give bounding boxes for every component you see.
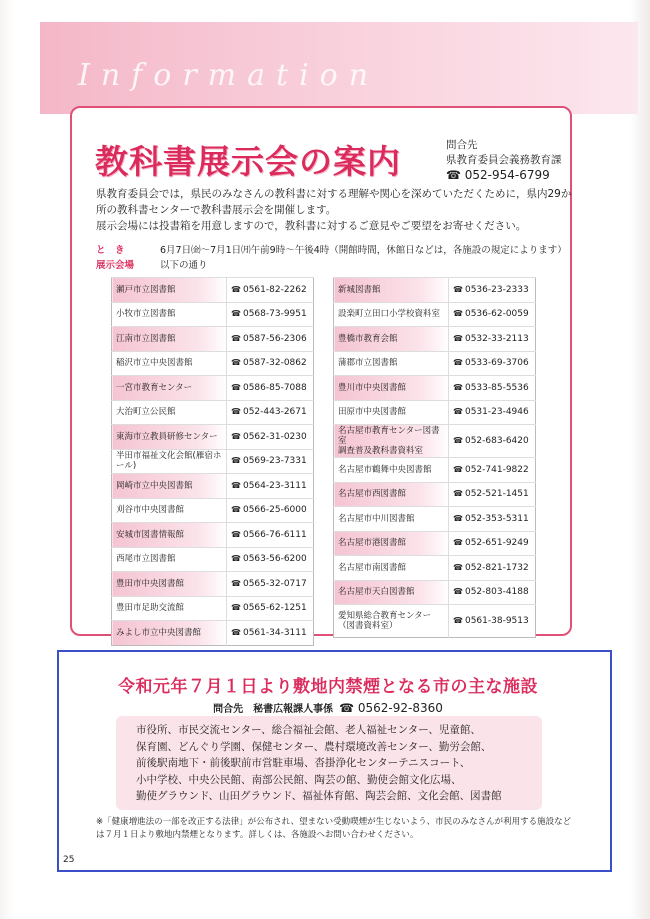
- venue-tel: [227, 523, 314, 548]
- venue-table-left: [111, 277, 314, 646]
- venue-name-text: 名古屋市中川図書館: [338, 513, 415, 524]
- venue-name-text: 東海市立教員研修センター: [116, 431, 218, 442]
- venue-tel: [449, 425, 536, 458]
- venue-tel: [227, 425, 314, 450]
- venue-name: [112, 498, 227, 523]
- venue-tel: [227, 474, 314, 499]
- venue-row: [334, 278, 536, 303]
- phone-icon: ☎: [453, 309, 463, 319]
- smoke-contact-label: 問合先 秘書広報課人事係: [213, 704, 334, 715]
- venue-name: [112, 449, 227, 474]
- phone-icon: ☎: [231, 456, 241, 466]
- venue-name-text: 名古屋市南図書館: [338, 562, 407, 573]
- facility-line: 前後駅南地下・前後駅前市営駐車場、沓掛浄化センターテニスコート、: [136, 757, 471, 769]
- contact-dept: 県教育委員会義務教育課: [446, 154, 562, 166]
- phone-icon: ☎: [231, 529, 241, 539]
- venue-tel: [449, 556, 536, 581]
- schedule-venue-row: [96, 257, 208, 271]
- smoke-free-title: 令和元年７月１日より敷地内禁煙となる市の主な施設: [118, 677, 538, 697]
- phone-icon: ☎: [231, 554, 241, 564]
- venue-tel-number: 0531-23-4946: [464, 407, 529, 418]
- venue-row: [112, 425, 314, 450]
- venue-name-text: 岡崎市立中央図書館: [116, 480, 193, 491]
- venue-name-text: 豊橋市教育会館: [338, 333, 398, 344]
- venue-tel-number: 0565-62-1251: [242, 603, 307, 614]
- venue-tel: [227, 621, 314, 646]
- banner-word: Information: [78, 58, 380, 93]
- venue-name: [112, 327, 227, 352]
- venue-tel: [449, 376, 536, 401]
- venue-name: [334, 351, 449, 376]
- venue-name-text: 豊川市中央図書館: [338, 382, 407, 393]
- venue-tel: [227, 596, 314, 621]
- venue-row: [334, 531, 536, 556]
- venue-name-text: 田原市中央図書館: [338, 407, 407, 418]
- facility-line: 市役所、市民交流センター、総合福祉会館、老人福祉センター、児童館、: [136, 724, 481, 736]
- venue-name-text: 名古屋市西図書館: [338, 489, 407, 500]
- venue-name: [334, 425, 449, 458]
- venue-name-text: 蒲郡市立図書館: [338, 358, 398, 369]
- exhibition-contact: [446, 138, 562, 183]
- venue-row: [112, 327, 314, 352]
- venue-row: [112, 400, 314, 425]
- venue-name-text: 刈谷市中央図書館: [116, 505, 185, 516]
- venue-name-sub: （図書資料室）: [338, 621, 398, 631]
- venue-row: [112, 278, 314, 303]
- smoke-free-note: ※「健康増進法の一部を改正する法律」が公布され、望まない受動喫煙が生じないよう、市民のみなさんが利用する施設などは７月１日より敷地内禁煙となります。詳しくは、各施設へお問い合わせください。: [96, 817, 572, 840]
- smoke-free-contact: [86, 700, 570, 715]
- venue-tel: [227, 547, 314, 572]
- venue-tel-number: 052-821-1732: [464, 562, 529, 573]
- venue-row: [112, 523, 314, 548]
- facility-line: 勤使グラウンド、山田グラウンド、福祉体育館、陶芸会館、文化会館、図書館: [136, 790, 502, 802]
- venue-row: [334, 580, 536, 605]
- venue-tel-number: 052-443-2671: [242, 407, 307, 418]
- phone-icon: ☎: [453, 587, 463, 597]
- venue-tel-number: 052-651-9249: [464, 538, 529, 549]
- venue-name-text: 瀬戸市立図書館: [116, 284, 176, 295]
- venue-name-text: みよし市立中央図書館: [116, 627, 202, 638]
- venue-tel-number: 0566-76-6111: [242, 529, 307, 540]
- contact-tel-number: 052-954-6799: [464, 168, 550, 182]
- venue-tel-number: 0564-23-3111: [242, 480, 307, 491]
- venue-row: [334, 458, 536, 483]
- venue-name-text: 稲沢市立中央図書館: [116, 358, 193, 369]
- venue-tel-number: 0586-85-7088: [242, 382, 307, 393]
- venue-tel: [227, 449, 314, 474]
- venue-tel-number: 052-353-5311: [464, 513, 529, 524]
- venue-name: [112, 547, 227, 572]
- venue-tel: [449, 482, 536, 507]
- venue-tel: [227, 278, 314, 303]
- venue-tel-number: 0566-25-6000: [242, 505, 307, 516]
- venue-name-text: 名古屋市教育センター図書室: [338, 426, 440, 446]
- venue-tel-number: 0565-32-0717: [242, 578, 307, 589]
- venue-text: 以下の通り: [160, 260, 208, 271]
- venue-name-text: 豊田市中央図書館: [116, 578, 185, 589]
- venue-row: [334, 507, 536, 532]
- venue-tel: [449, 278, 536, 303]
- venue-name: [112, 474, 227, 499]
- venue-tel-number: 052-521-1451: [464, 489, 529, 500]
- venue-name: [334, 507, 449, 532]
- intro-paragraph-2: 展示会場には投書箱を用意しますので，教科書に対するご意見やご要望をお寄せください。: [96, 220, 527, 232]
- venue-name-sub: 調査普及教科書資料室: [338, 446, 424, 456]
- venue-tel: [449, 302, 536, 327]
- venue-name: [334, 458, 449, 483]
- phone-icon: ☎: [453, 358, 463, 368]
- venue-tel: [449, 507, 536, 532]
- page-number: 25: [63, 855, 75, 865]
- date-label: と き: [96, 245, 125, 256]
- venue-tel: [449, 327, 536, 352]
- venue-row: [112, 376, 314, 401]
- venue-tel-number: 0568-73-9951: [242, 309, 307, 320]
- venue-name: [112, 351, 227, 376]
- smoke-contact-tel: ☎ 0562-92-8360: [339, 701, 443, 715]
- venue-name: [112, 376, 227, 401]
- venue-name-text: 愛知県総合教育センター: [338, 611, 432, 621]
- venue-row: [112, 498, 314, 523]
- venue-row: [334, 351, 536, 376]
- venue-tel-number: 0561-38-9513: [464, 616, 529, 626]
- venue-name: [112, 400, 227, 425]
- venue-tel-number: 0533-85-5536: [464, 382, 529, 393]
- venue-tel: [227, 327, 314, 352]
- venue-row: [334, 605, 536, 638]
- venue-name: [112, 572, 227, 597]
- facility-line: 小中学校、中央公民館、南部公民館、陶芸の館、勤使会館文化広場、: [136, 773, 462, 786]
- phone-icon: ☎: [453, 464, 463, 474]
- venue-tel: [227, 351, 314, 376]
- phone-icon: ☎: [453, 382, 463, 392]
- venue-name-text: 名古屋市港図書館: [338, 538, 407, 549]
- venue-row: [112, 621, 314, 646]
- phone-icon: ☎: [231, 603, 241, 613]
- phone-icon: ☎: [453, 562, 463, 572]
- venue-name-text: 小牧市立図書館: [116, 309, 176, 320]
- phone-icon: ☎: [453, 407, 463, 417]
- phone-icon: ☎: [231, 382, 241, 392]
- venue-row: [334, 400, 536, 425]
- phone-icon: ☎: [453, 436, 463, 445]
- venue-row: [334, 376, 536, 401]
- venue-tel: [227, 376, 314, 401]
- venue-tel-number: 0533-69-3706: [464, 358, 529, 369]
- venue-name: [334, 278, 449, 303]
- venue-table-right: [333, 277, 536, 638]
- contact-tel: [446, 168, 562, 183]
- venue-name: [112, 425, 227, 450]
- venue-tel-number: 0563-56-6200: [242, 554, 307, 565]
- venue-tel: [449, 351, 536, 376]
- venue-tel-number: 052-803-4188: [464, 587, 529, 598]
- venue-name-text: 名古屋市鶴舞中央図書館: [338, 464, 432, 475]
- venue-row: [334, 425, 536, 458]
- venue-name-text: 豊田市足助交流館: [116, 603, 185, 614]
- venue-row: [112, 474, 314, 499]
- phone-icon: ☎: [231, 284, 241, 294]
- section-title: 教科書展示会の案内: [95, 142, 401, 181]
- phone-icon: ☎: [231, 333, 241, 343]
- venue-name-text: 名古屋市天白図書館: [338, 587, 415, 598]
- phone-icon: ☎: [453, 284, 463, 294]
- phone-icon: ☎: [231, 480, 241, 490]
- venue-tel-number: 0562-31-0230: [242, 431, 307, 442]
- venue-tel-number: 052-741-9822: [464, 464, 529, 475]
- phone-icon: ☎: [231, 358, 241, 368]
- venue-label: 展示会場: [96, 260, 135, 271]
- venue-tel-number: 052-683-6420: [464, 436, 529, 446]
- intro-paragraph-1: 県教育委員会では，県民のみなさんの教科書に対する理解や関心を深めていただくために，県内29か所の教科書センターで教科書展示会を開催します。: [96, 188, 572, 216]
- venue-row: [112, 351, 314, 376]
- phone-icon: ☎: [453, 513, 463, 523]
- venue-name: [334, 302, 449, 327]
- phone-icon: ☎: [453, 616, 463, 625]
- venue-name-text: 江南市立図書館: [116, 333, 176, 344]
- phone-icon: ☎: [446, 168, 461, 182]
- phone-icon: ☎: [453, 333, 463, 343]
- venue-name: [334, 482, 449, 507]
- venue-tel-number: 0569-23-7331: [242, 456, 307, 467]
- venue-name: [334, 605, 449, 638]
- venue-row: [334, 302, 536, 327]
- venue-tel: [227, 572, 314, 597]
- venue-row: [112, 572, 314, 597]
- venue-tel: [227, 400, 314, 425]
- venue-row: [334, 556, 536, 581]
- venue-tel-number: 0536-23-2333: [464, 284, 529, 295]
- contact-label: 問合先: [446, 139, 478, 151]
- venue-name: [112, 302, 227, 327]
- venue-tel: [227, 302, 314, 327]
- venue-name-text: 一宮市教育センター: [116, 382, 193, 393]
- venue-name-text: 大治町立公民館: [116, 407, 176, 418]
- phone-icon: ☎: [453, 538, 463, 548]
- venue-name: [334, 580, 449, 605]
- venue-row: [112, 302, 314, 327]
- phone-icon: ☎: [231, 431, 241, 441]
- venue-name: [334, 376, 449, 401]
- phone-icon: ☎: [231, 309, 241, 319]
- venue-name: [112, 278, 227, 303]
- venue-name: [334, 400, 449, 425]
- venue-row: [112, 449, 314, 474]
- venue-name: [334, 531, 449, 556]
- venue-tel: [449, 458, 536, 483]
- venue-name-text: 西尾市立図書館: [116, 554, 176, 565]
- phone-icon: ☎: [231, 505, 241, 515]
- venue-name-text: 新城図書館: [338, 284, 381, 295]
- venue-name-text: 設楽町立田口小学校資料室: [338, 309, 441, 320]
- venue-row: [112, 547, 314, 572]
- venue-name: [112, 596, 227, 621]
- schedule-date-row: [96, 242, 567, 256]
- phone-icon: ☎: [231, 627, 241, 637]
- venue-tel-number: 0587-32-0862: [242, 358, 307, 369]
- venue-name-text: 半田市福祉文化会館(雁宿ホール): [116, 451, 222, 472]
- venue-row: [112, 596, 314, 621]
- phone-icon: ☎: [231, 578, 241, 588]
- venue-row: [334, 327, 536, 352]
- venue-tel-number: 0532-33-2113: [464, 333, 529, 344]
- venue-tel-number: 0561-34-3111: [242, 627, 307, 638]
- phone-icon: ☎: [453, 489, 463, 499]
- phone-icon: ☎: [231, 407, 241, 417]
- venue-row: [334, 482, 536, 507]
- venue-tel: [449, 580, 536, 605]
- venue-name: [112, 621, 227, 646]
- venue-tel: [449, 531, 536, 556]
- venue-tel-number: 0587-56-2306: [242, 333, 307, 344]
- venue-name-text: 安城市図書情報館: [116, 529, 185, 540]
- venue-tel: [227, 498, 314, 523]
- facility-line: 保育園、どんぐり学園、保健センター、農村環境改善センター、勤労会館、: [136, 740, 492, 753]
- venue-tel-number: 0536-62-0059: [464, 309, 529, 320]
- venue-name: [112, 523, 227, 548]
- facility-list: [136, 722, 536, 805]
- venue-tel: [449, 605, 536, 638]
- date-text: 6月7日㈮～7月1日㈪午前9時～午後4時（開館時間，休館日などは，各施設の規定によります）: [160, 245, 567, 256]
- venue-name: [334, 556, 449, 581]
- venue-name: [334, 327, 449, 352]
- venue-tel-number: 0561-82-2262: [242, 284, 307, 295]
- venue-tel: [449, 400, 536, 425]
